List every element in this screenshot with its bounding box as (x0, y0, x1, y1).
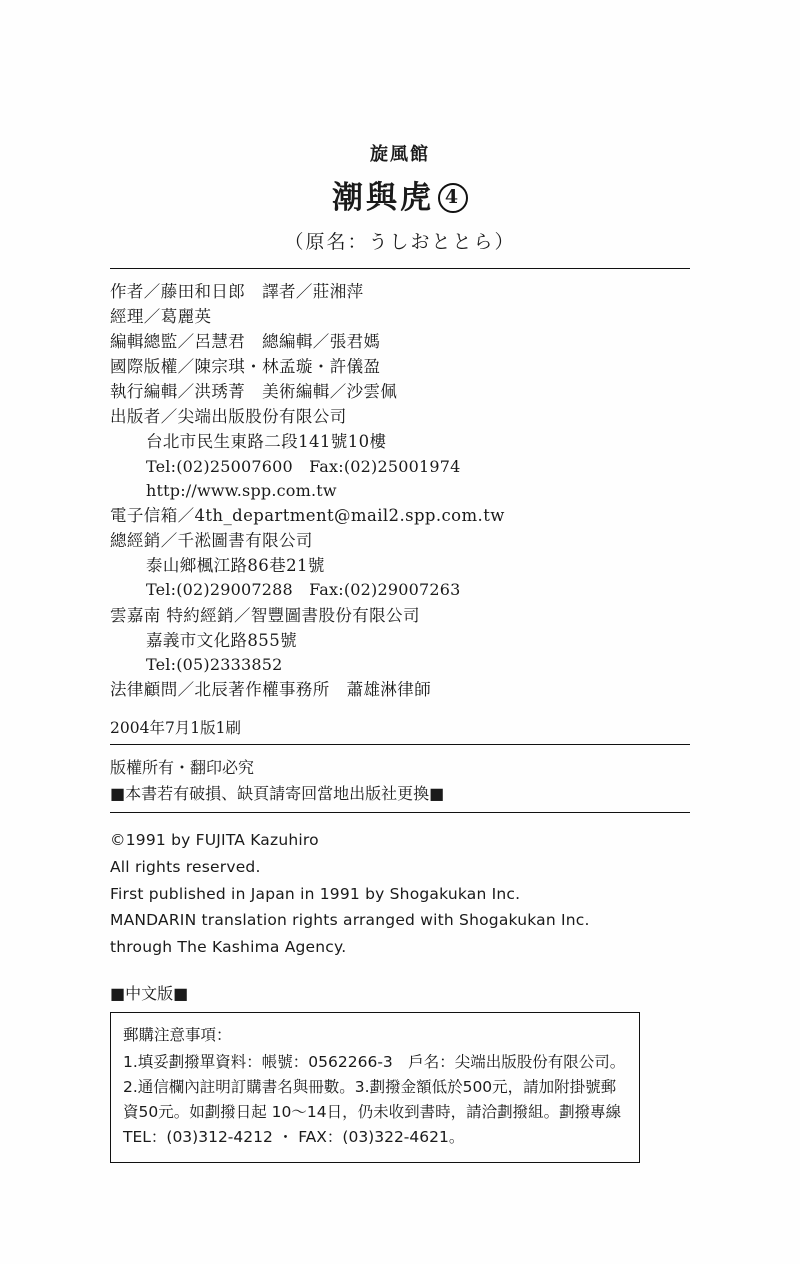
credit-line: Tel:(02)29007288 Fax:(02)29007263 (146, 580, 461, 600)
credit-line: 執行編輯／洪琇菁 美術編輯／沙雲佩 (110, 382, 398, 402)
print-date: 2004年7月1版1刷 (110, 719, 242, 738)
mail-order-body: 1.填妥劃撥單資料：帳號：0562266-3 戶名：尖端出版股份有限公司。2.通信欄內註明訂購書名與冊數。3.劃撥金額低於500元，請加附掛號郵資50元。如劃撥日起 10～14日，仍未收到書時，請洽劃撥組。劃撥專線TEL：(03)312-4212 ・ FAX：(03)322-4621。 (123, 1052, 626, 1147)
credit-line: 作者／藤田和日郎 譯者／莊湘萍 (110, 282, 364, 301)
credit-line: Tel:(02)25007600 Fax:(02)25001974 (146, 456, 461, 476)
original-title: （原名：うしおととら） (284, 231, 516, 253)
imprint-name: 旋風館 (370, 144, 430, 165)
mail-order-title: 郵購注意事項： (123, 1025, 232, 1044)
divider-top (110, 268, 690, 269)
mail-order-notice-box (110, 1012, 640, 1164)
credit-line: 電子信箱／4th_department@mail2.spp.com.tw (110, 506, 505, 526)
rights-line-2: ■本書若有破損、缺頁請寄回當地出版社更換■ (110, 783, 445, 803)
rights-notice (110, 755, 690, 806)
credit-line: Tel:(05)2333852 (146, 654, 283, 674)
english-copyright-block (110, 827, 690, 960)
credit-line: 台北市民生東路二段141號10樓 (146, 432, 387, 452)
colophon-block (110, 140, 690, 1163)
credit-line: 編輯總監／呂慧君 總編輯／張君媽 (110, 332, 381, 352)
credits-list (110, 279, 690, 702)
english-line: First published in Japan in 1991 by Shogakukan Inc. (110, 884, 521, 903)
credit-line: 法律顧問／北辰著作權事務所 蕭雄淋律師 (110, 680, 432, 700)
colophon-header (110, 140, 690, 254)
english-line: All rights reserved. (110, 858, 261, 877)
credit-line: 經理／葛麗英 (110, 307, 212, 327)
volume-number: 4 (438, 183, 468, 213)
credit-line: 雲嘉南 特約經銷／智豐圖書股份有限公司 (110, 605, 420, 625)
chinese-edition-label: ■中文版■ (110, 983, 189, 1003)
credit-line: 總經銷／千淞圖書有限公司 (110, 531, 313, 551)
english-line: ©1991 by FUJITA Kazuhiro (110, 831, 319, 850)
credit-line: 國際版權／陳宗琪・林孟璇・許儀盈 (110, 357, 381, 377)
divider-lower (110, 812, 690, 813)
credit-line: 泰山鄉楓江路86巷21號 (146, 556, 325, 576)
english-line: through The Kashima Agency. (110, 938, 347, 957)
credit-line: 出版者／尖端出版股份有限公司 (110, 407, 347, 427)
english-line: MANDARIN translation rights arranged with Shogakukan Inc. (110, 911, 590, 930)
rights-line-1: 版權所有・翻印必究 (110, 758, 255, 778)
credit-line: http://www.spp.com.tw (146, 480, 337, 500)
book-title: 潮與虎 (332, 180, 434, 216)
book-title-line (110, 172, 690, 217)
credit-line: 嘉義市文化路855號 (146, 630, 297, 650)
divider-middle (110, 744, 690, 745)
